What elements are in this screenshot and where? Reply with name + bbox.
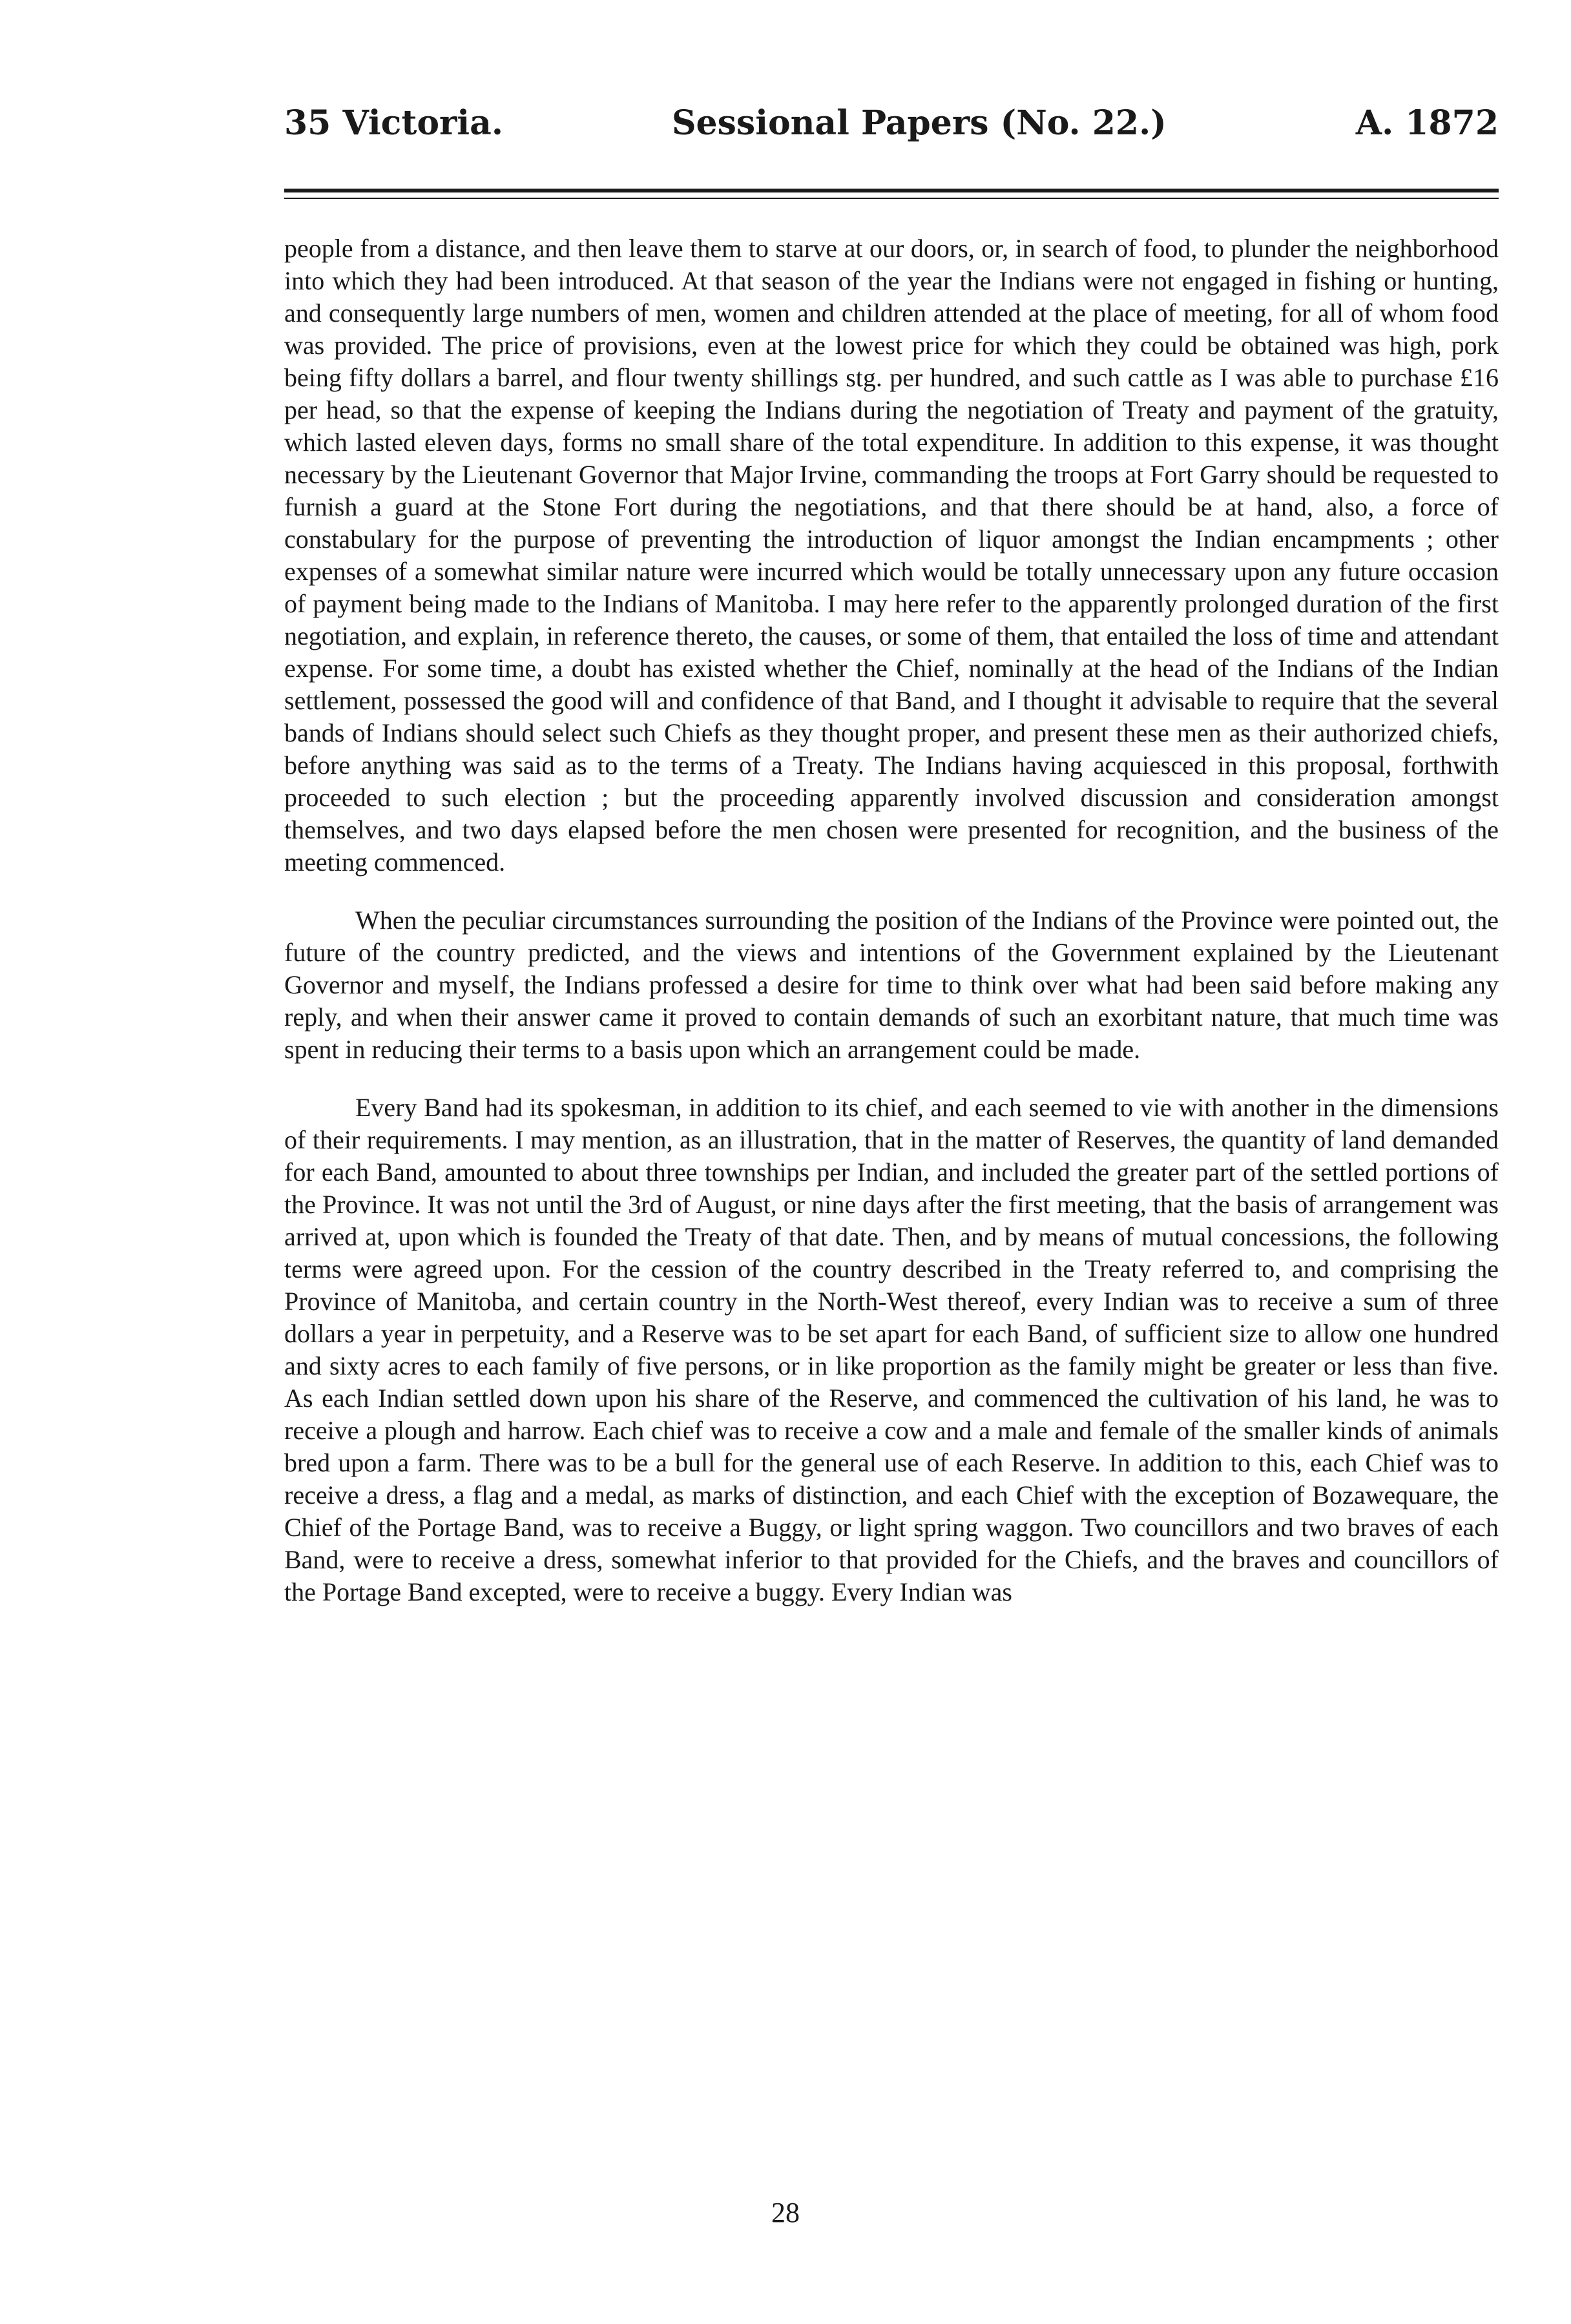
header-rule-thick [284,189,1499,192]
page-number: 28 [771,2197,800,2228]
page-header [284,103,1499,161]
paragraph: Every Band had its spokesman, in addition to its chief, and each seemed to vie with another in the dimensions of their requirements. I may mention, as an illustration, that in the matter of Reserves, the quantity of land demanded for each Band, amounted to about three townships per Indian, and included the greater part of the settled portions of the Province. It was not until the 3rd of August, or nine days after the first meeting, that the basis of arrangement was arrived at, upon which is founded the Treaty of that date. Then, and by means of mutual concessions, the following terms were agreed upon. For the cession of the country described in the Treaty referred to, and comprising the Province of Manitoba, and certain country in the North-West thereof, every Indian was to receive a sum of three dollars a year in perpetuity, and a Reserve was to be set apart for each Band, of sufficient size to allow one hundred and sixty acres to each family of five persons, or in like proportion as the family might be greater or less than five. As each Indian settled down upon his share of the Reserve, and commenced the cultivation of his land, he was to receive a plough and harrow. Each chief was to receive a cow and a male and female of the smaller kinds of animals bred upon a farm. There was to be a bull for the general use of each Reserve. In addition to this, each Chief was to receive a dress, a flag and a medal, as marks of distinction, and each Chief with the exception of Bozawequare, the Chief of the Portage Band, was to receive a Buggy, or light spring waggon. Two councillors and two braves of each Band, were to receive a dress, somewhat inferior to that provided for the Chiefs, and the braves and councillors of the Portage Band excepted, were to receive a buggy. Every Indian was [284,1093,1499,1606]
paragraph: people from a distance, and then leave them to starve at our doors, or, in search of food, to plunder the neighborhood into which they had been introduced. At that season of the year the Indians were not engaged in fishing or hunting, and consequently large numbers of men, women and children attended at the place of meeting, for all of whom food was provided. The price of provisions, even at the lowest price for which they could be obtained was high, pork being fifty dollars a barrel, and flour twenty shillings stg. per hundred, and such cattle as I was able to purchase £16 per head, so that the expense of keeping the Indians during the negotiation of Treaty and payment of the gratuity, which lasted eleven days, forms no small share of the total expenditure. In addition to this expense, it was thought necessary by the Lieutenant Governor that Major Irvine, commanding the troops at Fort Garry should be requested to furnish a guard at the Stone Fort during the negotiations, and that there should be at hand, also, a force of constabulary for the purpose of preventing the introduction of liquor amongst the Indian encampments ; other expenses of a somewhat similar nature were incurred which would be totally unnecessary upon any future occasion of payment being made to the Indians of Manitoba. I may here refer to the apparently prolonged duration of the first negotiation, and explain, in reference thereto, the causes, or some of them, that entailed the loss of time and attendant expense. For some time, a doubt has existed whether the Chief, nominally at the head of the Indians of the Indian settlement, possessed the good will and confidence of that Band, and I thought it advisable to require that the several bands of Indians should select such Chiefs as they thought proper, and present these men as their authorized chiefs, before anything was said as to the terms of a Treaty. The Indians having acquiesced in this proposal, forthwith proceeded to such election ; but the proceeding apparently involved discussion and consideration amongst themselves, and two days elapsed before the men chosen were presented for recognition, and the business of the meeting commenced. [284,234,1499,877]
paragraph: When the peculiar circumstances surrounding the position of the Indians of the Province were pointed out, the future of the country predicted, and the views and intentions of the Government explained by the Lieutenant Governor and myself, the Indians professed a desire for time to think over what had been said before making any reply, and when their answer came it proved to contain demands of such an exorbitant nature, that much time was spent in reducing their terms to a basis upon which an arrangement could be made. [284,906,1499,1064]
header-year: A. 1872 [1355,103,1499,143]
body-text [284,233,1499,1634]
header-session: 35 Victoria. [284,103,503,143]
header-rule-thin [284,198,1499,199]
header-title: Sessional Papers (No. 22.) [672,103,1167,143]
